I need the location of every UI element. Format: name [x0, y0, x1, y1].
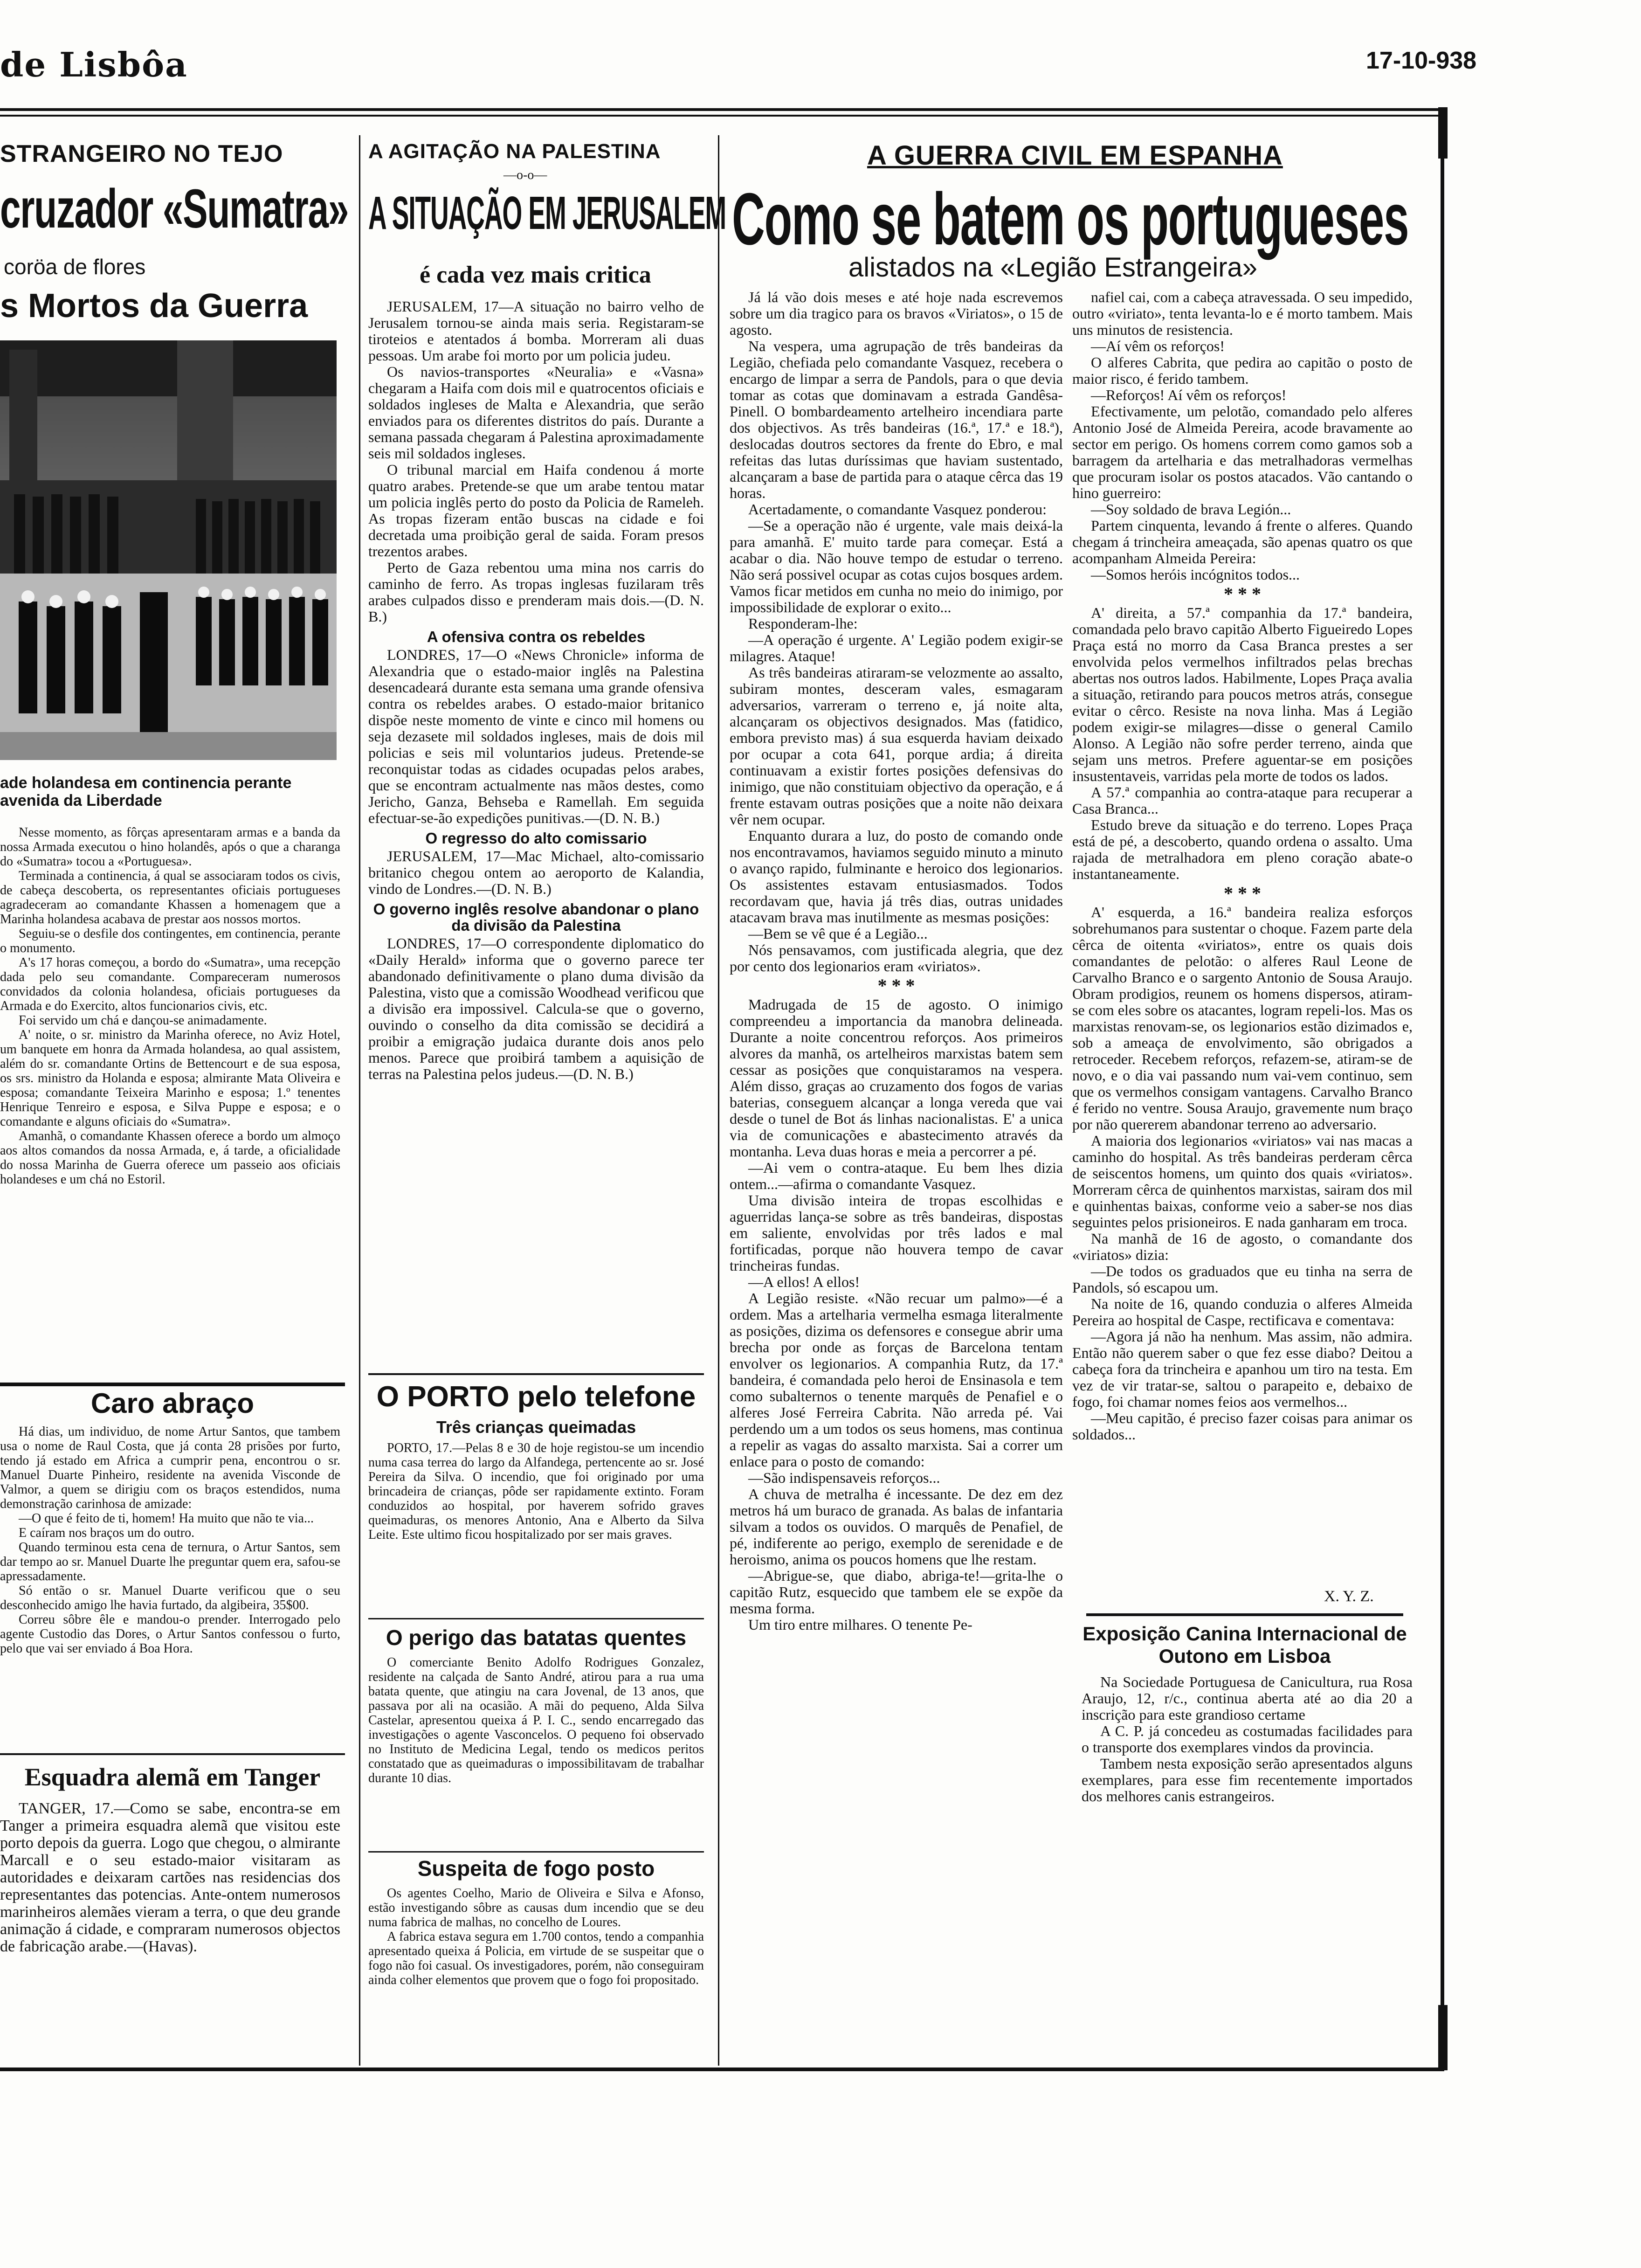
paragraph: A 57.ª companhia ao contra-ataque para recuperar a Casa Branca... [1072, 784, 1413, 817]
paragraph: JERUSALEM, 17—Mac Michael, alto-comissario britanico chegou ontem ao aeroporto de Kalandia, vindo de Londres.—(D. N. B.) [368, 848, 704, 897]
paragraph: Acertadamente, o comandante Vasquez ponderou: [748, 501, 1047, 518]
paragraph: O alferes Cabrita, que pedira ao capitão o posto de maior risco, é ferido tambem. [1072, 354, 1413, 387]
paragraph: Tambem nesta exposição serão apresentados alguns exemplares, para esse fim recentemente importados dos melhores canis estrangeiros. [1082, 1755, 1413, 1805]
paragraph: A maioria dos legionarios «viriatos» vai nas macas a caminho do hospital. As três bandeiras perderam cêrca de seiscentos homens, um quinto dos quais «viriatos». Morreram cêrca de quinhentos marxistas, sairam dos mil e quinhentas baixas, conforme veio a saber-se nos dias seguintes pelos prisioneiros. E nada ganharam em troca. [1072, 1132, 1413, 1231]
subhead-flores: coröa de flores [4, 255, 146, 279]
masthead-rule-top [0, 108, 1441, 111]
paragraph: —São indispensaveis reforços... [748, 1469, 940, 1486]
paragraph: Há dias, um individuo, de nome Artur Santos, que tambem usa o nome de Raul Costa, que já conta 28 prisões por furto, tendo já estado em Africa a cumprir pena, encontrou o sr. Manuel Duarte Pinheiro, residente na avenida Visconde de Valmor, a quem se dirigiu com os braços estendidos, numa demonstração carinhosa de amizade: [0, 1424, 340, 1511]
paragraph: —Meu capitão, é preciso fazer coisas para animar os soldados... [1072, 1410, 1413, 1443]
headline-jerusalem: A SITUAÇÃO EM JERUSALEM [368, 187, 726, 239]
paragraph: Seguiu-se o desfile dos contingentes, em continencia, perante o monumento. [0, 927, 340, 955]
paragraph: Uma divisão inteira de tropas escolhidas e aguerridas lança-se sobre as três bandeiras, dispostas em saliente, envolvidas por três lados e mal fortificadas, porque não houvera tempo de cavar trincheiras fundas. [730, 1192, 1063, 1274]
section-heading: O regresso do alto comissario [425, 830, 647, 847]
paragraph: A fabrica estava segura em 1.700 contos, tendo a companhia apresentado queixa á Policia, em virtude de se suspeitar que o fogo não foi casual. Os investigadores, porém, não conseguiram ainda colher elementos que provem que o fogo foi propositado. [368, 1929, 704, 1987]
paragraph: —Somos heróis incógnitos todos... [1091, 566, 1300, 583]
section-stars: * * * [1224, 883, 1261, 904]
paragraph: Nesse momento, as fôrças apresentaram armas e a banda da nossa Armada executou o hino holandês, após o que a charanga do «Sumatra» tocou a «Portuguesa». [0, 825, 340, 869]
paragraph: Terminada a continencia, á qual se associaram todos os civis, de cabeça descoberta, os representantes oficiais portugueses agradeceram ao comandante Khassen a homenagem que a Marinha holandesa acabava de prestar aos nossos mortos. [0, 869, 340, 927]
caro-abraco-body [0, 1424, 340, 1732]
kicker-col1: STRANGEIRO NO TEJO [0, 140, 283, 167]
paragraph: —O que é feito de ti, homem! Ha muito que não te via... [19, 1511, 314, 1526]
paragraph: Madrugada de 15 de agosto. O inimigo compreendeu a importancia da manobra delineada. Durante a noite concentrou reforços. Aos primeiros alvores da manhã, os artelheiros marxistas batem sem cessar as posições que conquistaramos na vespera. Além disso, graças ao cruzamento dos fogos de varias baterias, conseguem alcançar a longa vereda que vai desde o tunel de Bot ás linhas nacionalistas. E' a unica via de comunicações e abastecimento através da montanha. Leva duas horas e meia a percorrer a pé. [730, 996, 1063, 1160]
canina-title: Exposição Canina Internacional de Outono em Lisboa [1083, 1623, 1407, 1667]
porto-title: O PORTO pelo telefone [376, 1381, 696, 1413]
paragraph: A chuva de metralha é incessante. De dez em dez metros há um buraco de granada. As balas de infantaria silvam a todos os ouvidos. O marquês de Penafiel, de pé, indiferente ao perigo, exemplo de serenidade e de heroismo, anima os poucos homens que lhe restam. [730, 1486, 1063, 1568]
section-rule [0, 1753, 345, 1755]
paragraph: Partem cinquenta, levando á frente o alferes. Quando chegam á trincheira ameaçada, são apenas quatro os que acompanham Almeida Pereira: [1072, 517, 1413, 567]
paragraph: Perto de Gaza rebentou uma mina nos carris do caminho de ferro. As tropas inglesas fuzilaram três arabes culpados disso e prenderam mais dois.—(D. N. B.) [368, 559, 704, 625]
sumatra-article-body [0, 825, 340, 1371]
masthead-rule-bottom [0, 115, 1441, 117]
paragraph: Responderam-lhe: [748, 615, 858, 632]
parade-photo [0, 340, 337, 760]
paragraph: Correu sôbre êle e mandou-o prender. Interrogado pelo agente Custodio das Dores, o Artur Santos confessou o furto, pelo que vai ser enviado á Boa Hora. [0, 1612, 340, 1656]
paragraph: E caíram nos braços um do outro. [19, 1526, 195, 1540]
paragraph: O comerciante Benito Adolfo Rodrigues Gonzalez, residente na calçada de Santo André, atirou para a rua uma batata quente, que atingiu na cara Jovenal, de 13 anos, que passava por ali na ocasião. A mãi do pequeno, Alda Silva Castelar, apresentou queixa á P. I. C., sendo encarregado das investigações o agente Vasconcelos. O pequeno foi observado no Instituto de Medicina Legal, tendo os medicos peritos constatado que as queimaduras o impossibilitavam de trabalhar durante 10 dias. [368, 1655, 704, 1785]
paragraph: Já lá vão dois meses e até hoje nada escrevemos sobre um dia tragico para os bravos «Viriatos», o 15 de agosto. [730, 289, 1063, 338]
paragraph: —Aí vêm os reforços! [1091, 338, 1225, 354]
paragraph: —Se a operação não é urgente, vale mais deixá-la para amanhã. E' muito tarde para começar. Está a acabar o dia. Não houve tempo de estudar o terreno. Não será possivel ocupar as cotas cujos bosques ardem. Vamos ficar metidos em cunha no meio do inimigo, por impossibilidade de explorar o exito... [730, 517, 1063, 615]
issue-date: 17-10-938 [1366, 47, 1477, 74]
page-border-bottom [0, 2067, 1444, 2071]
column-divider [718, 135, 719, 2066]
paragraph: —Bem se vê que é a Legião... [748, 925, 928, 942]
headline-portugueses: Como se batem os portugueses [732, 178, 1409, 260]
column-divider [359, 135, 360, 2066]
paragraph: —Reforços! Aí vêm os reforços! [1091, 387, 1287, 403]
canina-body [1082, 1674, 1413, 2047]
subhead-mortos: s Mortos da Guerra [0, 287, 308, 325]
paragraph: Enquanto durara a luz, do posto de comando onde nos encontravamos, haviamos seguido minuto a minuto o avanço rapido, fulminante e heroico dos legionarios. Os assistentes estavam entusiasmados. Todos recordavam que, havia já três dias, outras unidades atacavam brava mas inutilmente as mesmas posições: [730, 827, 1063, 926]
subhead-critica: é cada vez mais critica [420, 262, 651, 288]
author-signature: X. Y. Z. [1324, 1588, 1374, 1605]
paragraph: LONDRES, 17—O correspondente diplomatico do «Daily Herald» informa que o governo parece ter abandonado definitivamente o plano duma divisão da Palestina, visto que a comissão Woodhead verificou que a divisão era impossivel. Calcula-se que o governo, ouvindo o conselho da dita comissão se decidirá a proibir a emigração judaica durante dois anos pelo menos. Parece que proibirá tambem a aquisição de terras na Palestina pelos judeus.—(D. N. B.) [368, 935, 704, 1082]
paragraph: Um tiro entre milhares. O tenente Pe- [748, 1616, 972, 1633]
lead-col-b [1072, 289, 1413, 1585]
subhead-legiao: alistados na «Legião Estrangeira» [848, 252, 1258, 283]
paragraph: LONDRES, 17—O «News Chronicle» informa de Alexandria que o estado-maior inglês na Palestina desencadeará durante esta semana uma grande ofensiva contra os rebeldes arabes. O estado-maior britanico dispõe neste momento de vinte e cinco mil homens ou seja dezasete mil soldados ingleses, mais de dois mil policias e seis mil voluntarios judeus. Pretende-se reconquistar todas as cidades ocupadas pelos arabes, que se encontram actualmente nas mãos destes, como Jericho, Ganza, Behseba e Ramellah. Em seguida efectuar-se-ão expedições punitivas.—(D. N. B.) [368, 646, 704, 826]
paragraph: Quando terminou esta cena de ternura, o Artur Santos, sem dar tempo ao sr. Manuel Duarte lhe preguntar quem era, safou-se apressadamente. [0, 1540, 340, 1583]
fogo-body [368, 1886, 704, 2054]
paragraph: JERUSALEM, 17—A situação no bairro velho de Jerusalem tornou-se ainda mais seria. Registaram-se tiroteios e atentados á bomba. Morreram ali duas pessoas. Um arabe foi morto por um policia judeu. [368, 298, 704, 364]
section-rule [0, 1383, 345, 1386]
kicker-palestina: A AGITAÇÃO NA PALESTINA [368, 140, 661, 163]
section-rule [368, 1851, 704, 1853]
paragraph: —Ai vem o contra-ataque. Eu bem lhes dizia ontem...—afirma o comandante Vasquez. [730, 1159, 1063, 1192]
porto-body [368, 1441, 704, 1627]
paragraph: Só então o sr. Manuel Duarte verificou que o seu desconhecido amigo lhe havia furtado, da algibeira, 35$00. [0, 1583, 340, 1612]
section-rule [368, 1373, 704, 1375]
paragraph: Nós pensavamos, com justificada alegria, que dez por cento dos legionarios eram «viriatos». [730, 941, 1063, 975]
section-heading: A ofensiva contra os rebeldes [427, 628, 646, 645]
batatas-body [368, 1655, 704, 1842]
photo-caption: ade holandesa em continencia perante avenida da Liberdade [0, 774, 292, 809]
paragraph: Os navios-transportes «Neuralia» e «Vasna» chegaram a Haifa com dois mil e quatrocentos oficiais e soldados ingleses de Malta e Alexandria, que serão enviados para os diferentes distritos do país. Durante a semana passada chegaram á Palestina aproximadamente seis mil soldados ingleses. [368, 363, 704, 462]
headline-sumatra: cruzador «Sumatra» [0, 178, 349, 240]
paragraph: Na manhã de 16 de agosto, o comandante dos «viriatos» dizia: [1072, 1230, 1413, 1263]
paragraph: Na Sociedade Portuguesa de Canicultura, rua Rosa Araujo, 12, r/c., continua aberta até ao dia 20 a inscrição para este grandioso certame [1082, 1674, 1413, 1723]
batatas-title: O perigo das batatas quentes [386, 1625, 687, 1650]
paragraph: PORTO, 17.—Pelas 8 e 30 de hoje registou-se um incendio numa casa terrea do largo da Alfandega, pertencente ao sr. José Pereira da Silva. O incendio, que foi originado por uma brincadeira de crianças, pôde ser rapidamente extinto. Foram conduzidos ao hospital, por haverem sofrido graves queimaduras, os menores Antonio, Ana e Alberto da Silva Leite. Este ultimo ficou hospitalizado por ser mais graves. [368, 1441, 704, 1542]
paragraph: —Soy soldado de brava Legión... [1091, 501, 1291, 518]
paragraph: —Agora já não ha nenhum. Mas assim, não admira. Então não querem saber o que fez esse diabo? Deitou a cabeça fora da trincheira e apanhou um tiro na testa. Em vez de vir tratar-se, saltou o parapeito e, debaixo de fogo, foi chamar nomes feios aos vermelhos... [1072, 1328, 1413, 1410]
margin-bar [1438, 2005, 1448, 2070]
paragraph: Foi servido um chá e dançou-se animadamente. [19, 1013, 267, 1028]
tanger-body [0, 1800, 340, 2052]
section-rule [368, 1618, 704, 1619]
paragraph: As três bandeiras atiraram-se velozmente ao assalto, subiram montes, desceram vales, esmagaram adversarios, varreram o terreno e, já noite alta, alcançaram os objectivos designados. Mas (fatidico, embora previsto mas) á sua esquerda haviam deixado por ocupar a cota 641, porque ardia; á direita continuavam a existir fortes posições defensivas do inimigo, que não constituiam objectivo da operação, e á frente estavam outras posições que a noite não deixara vêr nem ocupar. [730, 664, 1063, 828]
paragraph: —De todos os graduados que eu tinha na serra de Pandols, só escapou um. [1072, 1263, 1413, 1296]
paragraph: A' noite, o sr. ministro da Marinha oferece, no Aviz Hotel, um banquete em honra da Armada holandesa, ao qual assistem, além do sr. comandante Ortins de Bettencourt e de sua esposa, os srs. ministro da Holanda e esposa; almirante Mata Oliveira e esposa; comandante Teixeira Marinho e esposa; 1.º tenentes Henrique Tenreiro e esposa, e Silva Puppe e esposa; e o comandante e alguns oficiais do «Sumatra». [0, 1028, 340, 1129]
section-stars: * * * [877, 975, 915, 996]
paragraph: Estudo breve da situação e do terreno. Lopes Praça está de pé, a descoberto, quando ordena o assalto. Uma rajada de metralhadora em pleno coração abate-o instantaneamente. [1072, 816, 1413, 882]
paragraph: Na vespera, uma agrupação de três bandeiras da Legião, chefiada pelo comandante Vasquez, recebera o encargo de limpar a serra de Pandols, para o que devia tomar as cotas que dominavam a estrada Gandêsa-Pinell. O bombardeamento artelheiro incendiara parte dos objectivos. As três bandeiras (16.ª, 17.ª e 18.ª), deslocadas doutros sectores da frente do Ebro, e mal refeitas das lutas duríssimas que haviam sustentado, alcançaram a base de partida para o ataque cêrca das 19 horas. [730, 338, 1063, 501]
paragraph: A' direita, a 57.ª companhia da 17.ª bandeira, comandada pelo bravo capitão Alberto Figueiredo Lopes Praça está no morro da Casa Branca prestes a ser envolvida pelos vermelhos infiltrados pelas brechas abertas nos outros lados. Habilmente, Lopes Praça avalia a situação, retirando para poucos metros atrás, consegue evitar o cêrco. Resiste na nova linha. Mas á Legião podem exigir-se milagres—disse o general Camilo Alonso. A Legião não sofre perder terreno, ainda que sejam uns metros. Prefere aguentar-se em posições insustentaveis, varridas pela morte de todos os lados. [1072, 604, 1413, 784]
paragraph: Na noite de 16, quando conduzia o alferes Almeida Pereira ao hospital de Caspe, rectificava e comentava: [1072, 1295, 1413, 1328]
paragraph: A' esquerda, a 16.ª bandeira realiza esforços sobrehumanos para sustentar o choque. Fazem parte dela cêrca de oitenta «viriatos», entre os quais dois comandantes de pelotão: o alferes Raul Leone de Carvalho Branco e o sargento Antonio de Sousa Araujo. Obram prodigios, reunem os homens dispersos, atiram-se com eles sobre os atacantes, logram repeli-los. Mas os marxistas renovam-se, os legionarios estão dizimados e, sob a ameaça de envolvimento, são obrigados a retroceder. Recebem reforços, refazem-se, atiram-se de novo, e o dia vai passando num vai-vem continuo, sem que os vermelhos consigam vantagens. Carvalho Branco é ferido no ventre. Sousa Araujo, gravemente num braço por não quererem abandonar terreno ao adversario. [1072, 904, 1413, 1133]
paragraph: Os agentes Coelho, Mario de Oliveira e Silva e Afonso, estão investigando sôbre as causas dum incendio que se deu numa fabrica de malhas, no concelho de Loures. [368, 1886, 704, 1929]
paragraph: —A ellos! A ellos! [748, 1273, 860, 1290]
kicker-guerra: A GUERRA CIVIL EM ESPANHA [867, 140, 1283, 171]
fogo-title: Suspeita de fogo posto [417, 1856, 655, 1881]
section-stars: * * * [1224, 583, 1261, 604]
masthead-title: de Lisbôa [0, 45, 188, 84]
porto-subhead: Três crianças queimadas [436, 1418, 636, 1437]
margin-bar [1438, 107, 1448, 159]
paragraph: A Legião resiste. «Não recuar um palmo»—é a ordem. Mas a artelharia vermelha esmaga literalmente as posições, dizima os defensores e consegue abrir uma brecha por onde as forças de Barcelona tentam envolver os legionarios. A companhia Rutz, da 17.ª bandeira, é comandada pelo heroi de Ensinasola e tem como subalternos o tenente marquês de Penafiel e o alferes José Ferreira Cabrita. Não arreda pé. Vai perdendo um a um todos os seus homens, mas continua a repelir as vagas do assalto marxista. Sai a correr um enlace para o posto de comando: [730, 1290, 1063, 1470]
paragraph: TANGER, 17.—Como se sabe, encontra-se em Tanger a primeira esquadra alemã que visitou este porto depois da guerra. Logo que chegou, o almirante Marcall e o seu estado-maior visitaram as autoridades e deixaram cartões nas residencias dos representantes das potencias. Ante-ontem numerosos marinheiros alemães vieram a terra, o que deu grande animação á cidade, e compraram numerosos objectos de fabricação arabe.—(Havas). [0, 1800, 340, 1955]
paragraph: O tribunal marcial em Haifa condenou á morte quatro arabes. Pretende-se que um arabe tentou matar um policia inglês perto do posto da Policia de Rameleh. As tropas fizeram então buscas na cidade e foi decretada uma proibição geral de saida. Foram presos trezentos arabes. [368, 461, 704, 560]
lead-col-a [730, 289, 1063, 2066]
section-heading: O governo inglês resolve abandonar o plano da divisão da Palestina [373, 900, 699, 934]
section-rule [1086, 1613, 1403, 1616]
tanger-title: Esquadra alemã em Tanger [24, 1763, 321, 1791]
paragraph: —A operação é urgente. A' Legião podem exigir-se milagres. Ataque! [730, 631, 1063, 664]
paragraph: A's 17 horas começou, a bordo do «Sumatra», uma recepção dada pelo seu comandante. Compareceram numerosos convidados da colonia holandesa, oficiais portugueses da Armada e do Exercito, altos funcionarios civis, etc. [0, 955, 340, 1013]
paragraph: nafiel cai, com a cabeça atravessada. O seu impedido, outro «viriato», tenta levanta-lo e é morto tambem. Mais uns minutos de resistencia. [1072, 289, 1413, 338]
ornament: —o-o— [503, 168, 547, 182]
page-border-right [1441, 108, 1444, 2071]
paragraph: —Abrigue-se, que diabo, abriga-te!—grita-lhe o capitão Rutz, esquecido que tambem ele se expõe da mesma forma. [730, 1567, 1063, 1617]
paragraph: Efectivamente, um pelotão, comandado pelo alferes Antonio José de Almeida Pereira, acode bravamente ao sector em perigo. Os homens correm como gamos sob a barragem da artelharia e das metralhadoras vermelhas que procuram isolar os postos atacados. Vão cantando o hino guerreiro: [1072, 403, 1413, 501]
paragraph: A C. P. já concedeu as costumadas facilidades para o transporte dos exemplares vindos da provincia. [1082, 1722, 1413, 1756]
caro-abraco-title: Caro abraço [90, 1388, 255, 1419]
paragraph: Amanhã, o comandante Khassen oferece a bordo um almoço aos altos comandos da nossa Armada, e, á tarde, a oficialidade do nossa Marinha de Guerra oferece um passeio aos oficiais holandeses e um chá no Estoril. [0, 1129, 340, 1187]
